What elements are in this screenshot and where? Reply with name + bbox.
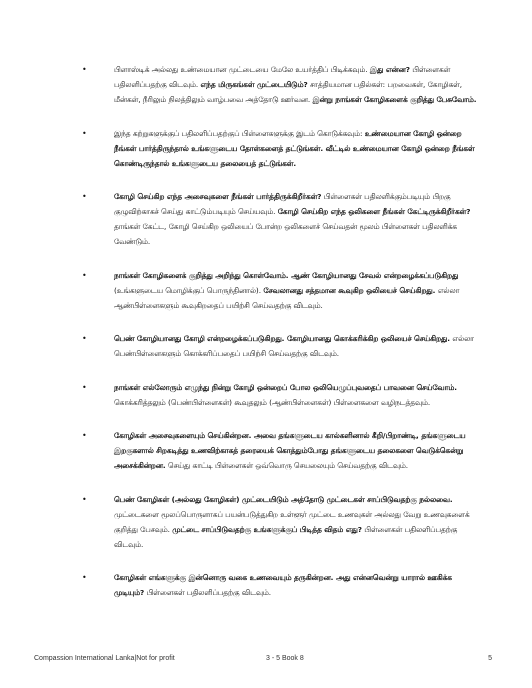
bold-text-run: பெண் கோழிகள் (அல்லது கோழிகள்) முட்டையிடும் அத்தோடு முட்டைகள் சாப்பிடுவதற்கு நல்லவை. <box>114 494 453 504</box>
text-run: எல்லா பெண்பிள்ளைகளும் கொக்கரிப்பதைப் பயிற்சி செய்வதற்கு விடவும். <box>114 334 474 358</box>
bullet-icon: • <box>82 431 87 440</box>
list-item <box>82 268 484 313</box>
bullet-icon: • <box>82 192 87 201</box>
text-run: பிளாஸ்டிக் அல்லது உண்மையான முட்டையை மேலே உயர்த்திப் பிடிக்கவும். <box>114 65 370 74</box>
text-run: செய்து காட்டி பிள்ளைகள் ஒவ்வொரு செயலையும் செய்வதற்கு விடவும். <box>165 461 409 470</box>
bold-text-run: கோழி செய்கிற எந்த ஒலிகளை நீங்கள் கேட்டிருக்கிறீர்கள்? <box>277 207 471 216</box>
bullet-icon: • <box>82 65 87 74</box>
bold-text-run: முட்டை சாப்பிடுவதற்கு உங்களுக்குப் பிடித்த விதம் எது? <box>172 524 362 534</box>
text-run: பிள்ளைகள் பதிலளிக்கும்படியும் பிறகு குழுவிற்காகச் செய்து காட்டும்படியும் செய்யவும். <box>114 192 451 216</box>
bullet-icon: • <box>82 334 87 343</box>
text-run: (உங்களுடைய மொழிக்குப் பொருந்தினால்). <box>114 285 264 295</box>
list-item <box>82 570 484 600</box>
bullet-icon: • <box>82 270 87 280</box>
bold-text-run: நாங்கள் எல்லோரும் எழுந்து நின்று கோழி ஒன்றைப் போல ஒலியெழுப்புவதைப் பாவனை செய்வோம். <box>114 382 457 392</box>
bullet-icon: • <box>82 128 87 138</box>
list-item <box>82 62 484 107</box>
bold-text-run: இன்று நாங்கள் கோழிகளைக் குறித்து பேசுவோம். <box>312 95 477 104</box>
bold-text-run: கோழி செய்கிற எந்த அசைவுகளை நீங்கள் பார்த்திருக்கிறீர்கள்? <box>114 192 322 201</box>
text-run: பிள்ளைகள் பதிலளிப்பதற்கு விடவும். <box>114 65 451 89</box>
bold-text-run: எந்த மிருகங்கள் முட்டையிடும்? <box>200 80 308 89</box>
instruction-list <box>82 62 484 619</box>
footer-book-label: 3 - 5 Book 8 <box>266 655 304 662</box>
bold-text-run: பெண் கோழியானது கோழி என்றழைக்கப்படுகிறது. கோழியானது கொக்கரிக்கிற ஒலியைச் செய்கிறது. <box>114 334 451 343</box>
text-run: பிள்ளைகள் பதிலளிப்பதற்கு விடவும். <box>144 588 272 597</box>
bold-text-run: உண்மையான கோழி ஒன்றை நீங்கள் பார்த்திருந்தால் உங்களுடைய தோள்களைத் தட்டுங்கள். வீட்டில் உண்மையான கோழி ஒன்றை நீங்கள் கொண்டிருந்தால் உங்களுடைய தலையைத் தட்டுங்கள். <box>114 128 475 168</box>
bold-text-run: நாங்கள் கோழிகளைக் குறித்து அறிந்து கொள்வோம். ஆண் கோழியானது சேவல் என்றழைக்கப்படுகிறது <box>114 270 459 280</box>
list-item <box>82 380 484 410</box>
list-item <box>82 428 484 473</box>
text-run: முட்டைகளை மூலப்பொருளாகப் பயன்படுத்துகிற உள்ளூர் முட்டை உணவுகள் அல்லது வேறு உணவுகளைக் குறித்து பேசவும். <box>114 509 470 534</box>
text-run: தாங்கள் கேட்ட, கோழி செய்கிற ஒலியைப் போன்ற ஒலிகளைச் செய்வதன் மூலம் பிள்ளைகள் பதிலளிக்க வேண்டும். <box>114 222 457 246</box>
text-run: பிள்ளைகள் பதிலளிப்பதற்கு விடவும். <box>114 524 458 549</box>
list-item <box>82 492 484 552</box>
text-run: கொக்கரித்தலும் (பெண்பிள்ளைகள்) கூவுதலும் (ஆண்பிள்ளைகள்) பிள்ளைகளை வழிநடத்தவும். <box>114 397 431 407</box>
text-run: இந்த கற்றுகளுக்குப் பதிலளிப்பதற்குப் பிள்ளைகளுக்கு இடம் கொடுக்கவும்: <box>114 128 365 138</box>
list-item <box>82 331 484 361</box>
list-item <box>82 189 484 249</box>
footer-page-number: 5 <box>488 655 492 662</box>
bold-text-run: இது என்ன? <box>369 65 410 74</box>
bold-text-run: கோழிகள் எங்களுக்கு இன்னொரு வகை உணவையும் தருகின்றன. அது என்னவென்று யாரால் ஊகிக்க முடியும்? <box>114 573 452 597</box>
text-run: சாத்தியமான பதில்கள்: பறவைகள், கோழிகள், மீன்கள், நீரிலும் நிலத்திலும் வாழ்பவை அத்தோடு ஊர்வன. <box>114 80 463 104</box>
text-run: எல்லா ஆண்பிள்ளைகளும் கூவுகிறதைப் பயிற்சி செய்வதற்கு விடவும். <box>114 285 460 310</box>
bullet-icon: • <box>82 573 87 582</box>
bullet-icon: • <box>82 494 87 504</box>
bold-text-run: சேவலானது சத்தமான கூவுகிற ஒலியைச் செய்கிறது. <box>263 285 436 295</box>
bullet-icon: • <box>82 382 87 392</box>
bold-text-run: கோழிகள் அசைவுகளையும் செய்கின்றன. அவை தங்களுடைய கால்களினால் கீறி/பிறாண்டி, தங்களுடைய இறகுகளால் சிறகடித்து உணவிற்காகத் தரையைக் கொத்தும்போது தங்களுடைய தலைகளை வெடுக்கென்று அசைக்கின்றன. <box>114 431 466 470</box>
footer-organization: Compassion International Lanka|Not for profit <box>34 655 175 662</box>
list-item <box>82 126 484 171</box>
